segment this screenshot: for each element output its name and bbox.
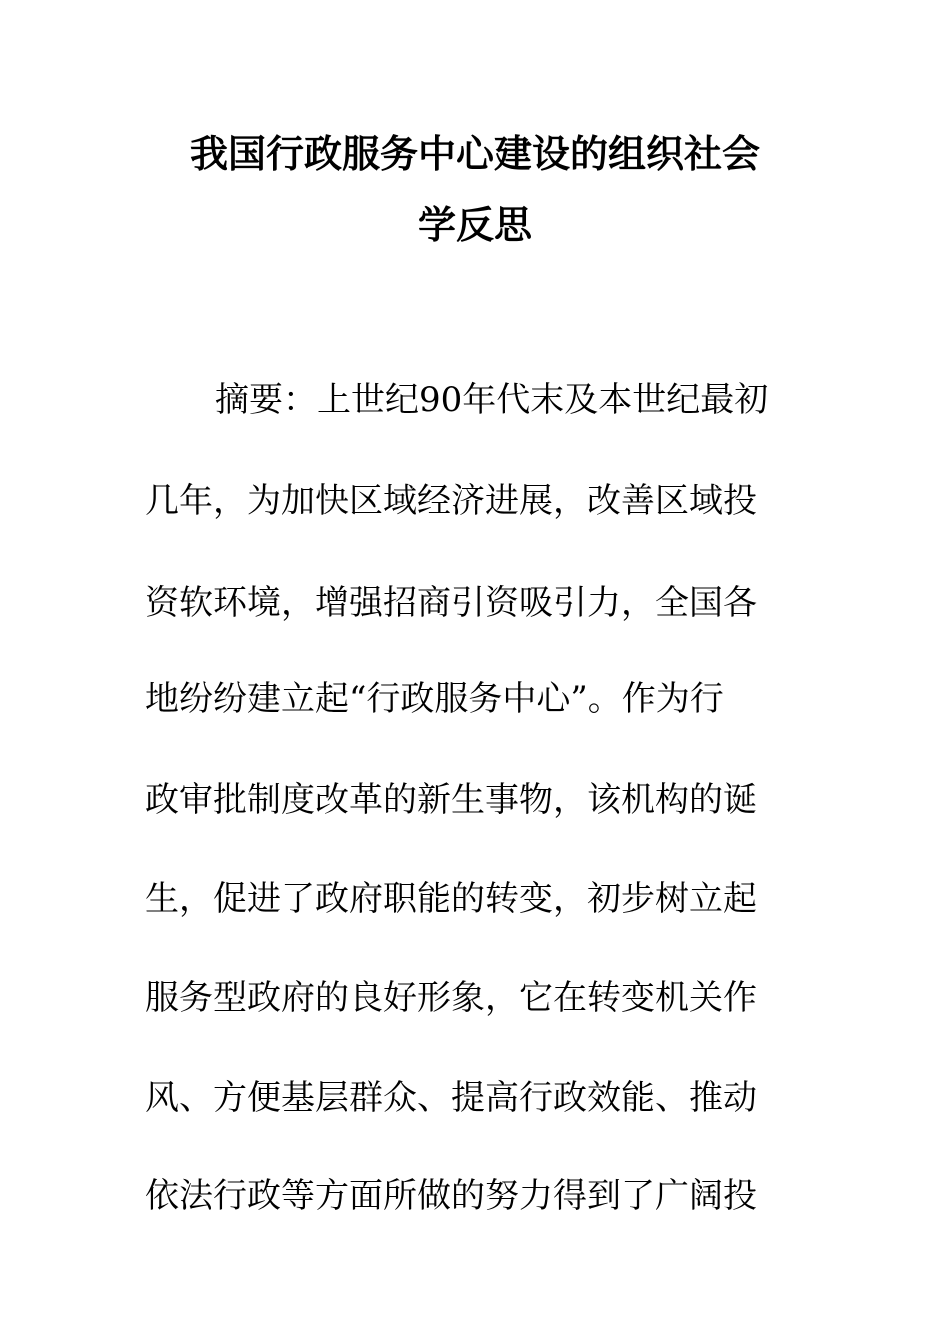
- abstract-line-1: 摘要：上世纪90年代末及本世纪最初: [215, 380, 769, 420]
- document-title-line-2: 学反思: [417, 202, 532, 247]
- abstract-line-7: 服务型政府的良好形象，它在转变机关作: [145, 978, 757, 1018]
- abstract-line-6: 生，促进了政府职能的转变，初步树立起: [145, 879, 757, 919]
- abstract-line-5: 政审批制度改革的新生事物，该机构的诞: [145, 780, 757, 820]
- document-title-line-1: 我国行政服务中心建设的组织社会: [189, 131, 760, 176]
- abstract-line-3: 资软环境，增强招商引资吸引力，全国各: [145, 583, 757, 623]
- abstract-line-9: 依法行政等方面所做的努力得到了广阔投: [145, 1176, 757, 1216]
- abstract-line-8: 风、方便基层群众、提高行政效能、推动: [145, 1078, 757, 1118]
- abstract-line-4: 地纷纷建立起“行政服务中心”。作为行: [145, 679, 724, 719]
- abstract-line-2: 几年，为加快区域经济进展，改善区域投: [145, 481, 757, 521]
